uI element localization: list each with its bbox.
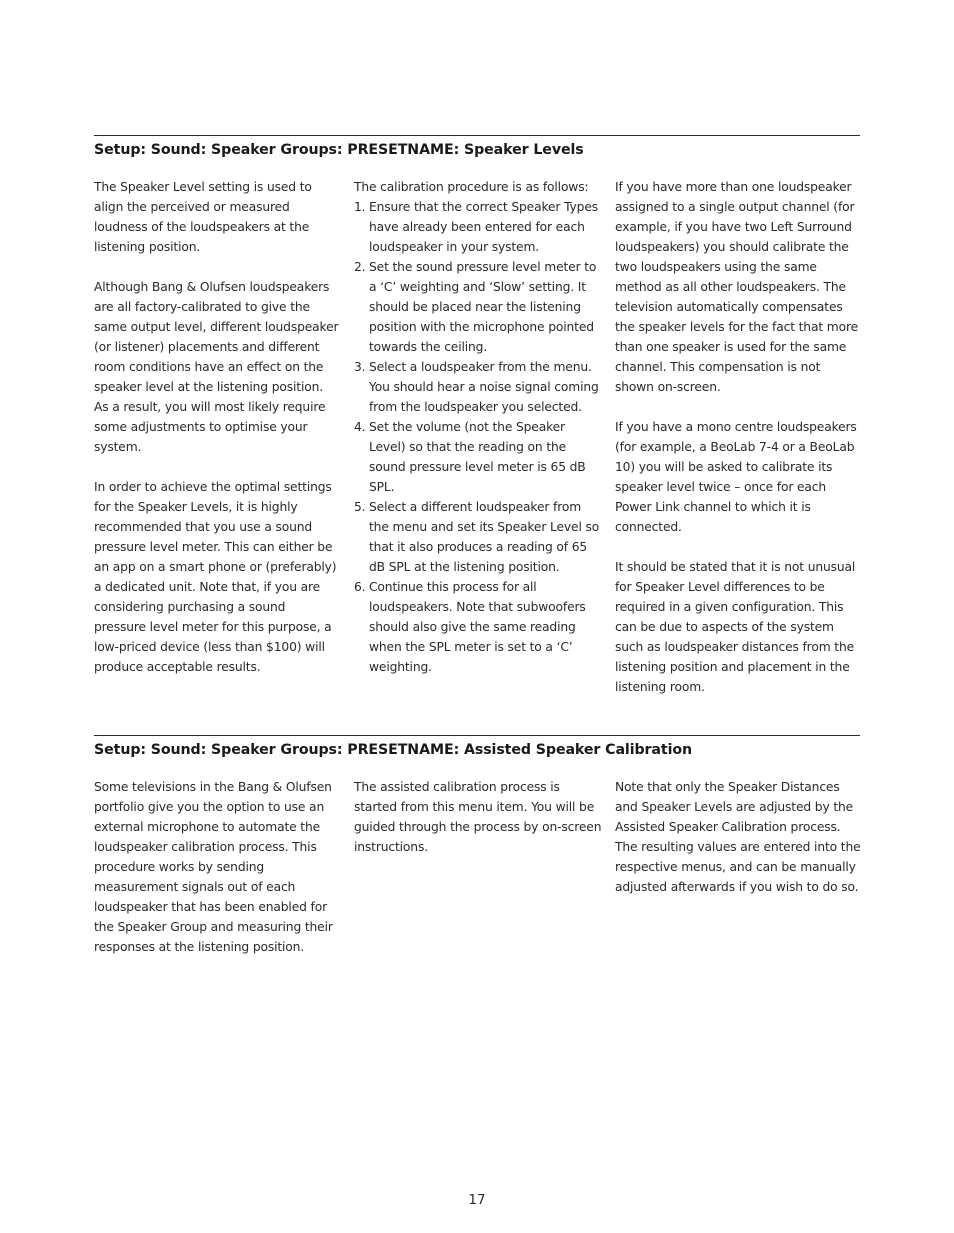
procedure-step: [354, 197, 602, 257]
paragraph: In order to achieve the optimal settings for the Speaker Levels, it is highly recommended that you use a sound pressure level meter. This can either be an app on a smart phone or (preferably) a dedicated unit. Note that, if you are considering purchasing a sound pressure level meter for this purpose, a low-priced device (less than $100) will produce acceptable results.: [94, 480, 337, 674]
step-number: 5.: [354, 500, 366, 514]
step-number: 4.: [354, 420, 366, 434]
procedure-step: [354, 417, 602, 497]
step-text: Select a loudspeaker from the menu. You should hear a noise signal coming from the loudspeaker you selected.: [369, 360, 599, 414]
procedure-step: [354, 577, 602, 677]
step-text: Set the sound pressure level meter to a ‘C’ weighting and ‘Slow’ setting. It should be placed near the listening position with the microphone pointed towards the ceiling.: [369, 260, 597, 354]
paragraph: If you have more than one loudspeaker assigned to a single output channel (for example, if you have two Left Surround loudspeakers) you should calibrate the two loudspeakers using the same method as all other loudspeakers. The television automatically compensates the speaker levels for the fact that more than one speaker is used for the same channel. This compensation is not shown on-screen.: [615, 180, 859, 394]
section-speaker-levels: [94, 135, 860, 694]
page-number: 17: [468, 1192, 486, 1208]
step-text: Ensure that the correct Speaker Types have already been entered for each loudspeaker in your system.: [369, 200, 598, 254]
paragraph: Note that only the Speaker Distances and Speaker Levels are adjusted by the Assisted Speaker Calibration process. The resulting values are entered into the respective menus, and can be manually adjusted afterwards if you wish to do so.: [615, 780, 861, 894]
step-text: Set the volume (not the Speaker Level) so that the reading on the sound pressure level meter is 65 dB SPL.: [369, 420, 586, 494]
section-title: Setup: Sound: Speaker Groups: PRESETNAME: Assisted Speaker Calibration: [94, 742, 692, 758]
paragraph: If you have a mono centre loudspeakers (for example, a BeoLab 7-4 or a BeoLab 10) you will be asked to calibrate its speaker level twice – once for each Power Link channel to which it is connected.: [615, 420, 857, 534]
step-text: Continue this process for all loudspeakers. Note that subwoofers should also give the same reading when the SPL meter is set to a ‘C’ weighting.: [369, 580, 586, 674]
section-divider: [94, 135, 860, 136]
paragraph: Some televisions in the Bang & Olufsen portfolio give you the option to use an external microphone to automate the loudspeaker calibration process. This procedure works by sending measurement signals out of each loudspeaker that has been enabled for the Speaker Group and measuring their responses at the listening position.: [94, 780, 333, 954]
column-right: [615, 777, 861, 897]
step-number: 6.: [354, 580, 366, 594]
column-left: [94, 177, 340, 677]
step-number: 1.: [354, 200, 366, 214]
paragraph: It should be stated that it is not unusual for Speaker Level differences to be required in a given configuration. This can be due to aspects of the system such as loudspeaker distances from the listening position and placement in the listening room.: [615, 560, 856, 694]
column-middle: [354, 177, 602, 677]
section-divider: [94, 735, 860, 736]
column-left: [94, 777, 340, 957]
column-middle: [354, 777, 602, 857]
procedure-step: [354, 497, 602, 577]
section-title: Setup: Sound: Speaker Groups: PRESETNAME: Speaker Levels: [94, 142, 584, 158]
step-number: 2.: [354, 260, 366, 274]
paragraph: The assisted calibration process is started from this menu item. You will be guided through the process by on-screen instructions.: [354, 780, 602, 854]
procedure-step: [354, 357, 602, 417]
section-assisted-calibration: [94, 735, 861, 954]
procedure-intro: The calibration procedure is as follows:: [354, 180, 589, 194]
step-number: 3.: [354, 360, 366, 374]
paragraph: The Speaker Level setting is used to align the perceived or measured loudness of the loudspeakers at the listening position.: [94, 180, 312, 254]
step-text: Select a different loudspeaker from the menu and set its Speaker Level so that it also produces a reading of 65 dB SPL at the listening position.: [369, 500, 600, 574]
column-right: [615, 177, 861, 697]
procedure-steps: [354, 197, 602, 677]
procedure-step: [354, 257, 602, 357]
paragraph: Although Bang & Olufsen loudspeakers are all factory-calibrated to give the same output level, different loudspeaker (or listener) placements and different room conditions have an effect on the speaker level at the listening position. As a result, you will most likely require some adjustments to optimise your system.: [94, 280, 339, 454]
